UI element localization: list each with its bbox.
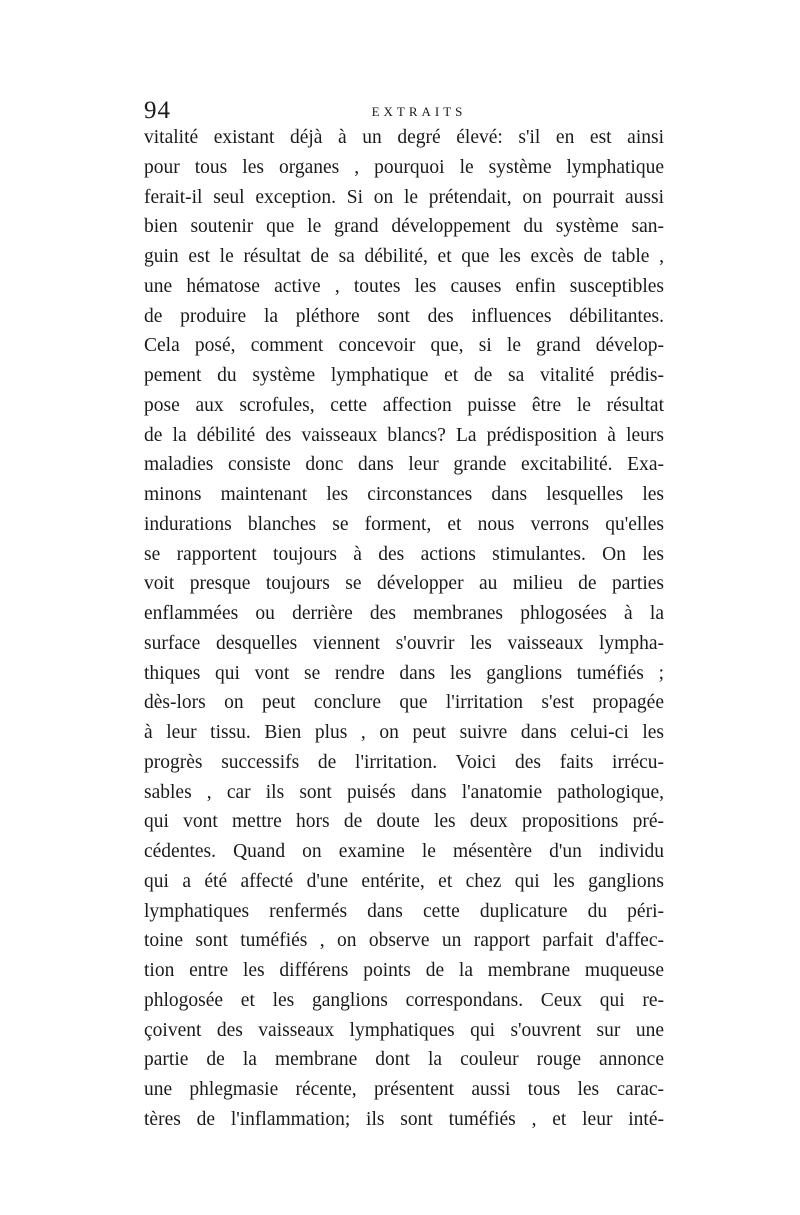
text-line: indurations blanches se forment, et nous verrons qu'elles: [144, 513, 664, 535]
text-line: de produire la pléthore sont des influences débilitantes.: [144, 305, 664, 327]
text-line: qui a été affecté d'une entérite, et chez qui les ganglions: [144, 870, 664, 892]
text-line: tion entre les différens points de la membrane muqueuse: [144, 960, 664, 981]
text-line: Cela posé, comment concevoir que, si le grand dévelop-: [144, 335, 664, 357]
body-text: [144, 123, 664, 1135]
text-line: surface desquelles viennent s'ouvrir les vaisseaux lympha-: [144, 632, 664, 654]
text-line: lymphatiques renfermés dans cette duplicature du péri-: [144, 900, 664, 922]
text-line: pement du système lymphatique et de sa vitalité prédis-: [144, 365, 664, 386]
running-head: EXTRAITS: [371, 104, 467, 119]
text-line: maladies consiste donc dans leur grande excitabilité. Exa-: [144, 454, 664, 476]
text-line: pose aux scrofules, cette affection puisse être le résultat: [144, 394, 664, 416]
text-line: guin est le résultat de sa débilité, et que les excès de table ,: [144, 246, 664, 267]
text-line: partie de la membrane dont la couleur rouge annonce: [144, 1049, 664, 1071]
text-line: voit presque toujours se développer au milieu de parties: [144, 573, 664, 595]
text-line: enflammées ou derrière des membranes phlogosées à la: [144, 603, 664, 624]
text-line: cédentes. Quand on examine le mésentère d'un individu: [144, 841, 664, 862]
text-line: ferait-il seul exception. Si on le prétendait, on pourrait aussi: [144, 186, 664, 208]
text-line: une hématose active , toutes les causes enfin susceptibles: [144, 275, 664, 297]
text-line: vitalité existant déjà à un degré élevé: s'il en est ainsi: [144, 127, 664, 148]
text-line: bien soutenir que le grand développement du système san-: [144, 216, 664, 238]
text-line: progrès successifs de l'irritation. Voici des faits irrécu-: [144, 751, 664, 773]
text-line: à leur tissu. Bien plus , on peut suivre dans celui-ci les: [144, 722, 664, 743]
text-line: phlogosée et les ganglions correspondans. Ceux qui re-: [144, 989, 664, 1011]
text-line: une phlegmasie récente, présentent aussi tous les carac-: [144, 1079, 664, 1100]
text-line: dès-lors on peut conclure que l'irritation s'est propagée: [144, 692, 664, 714]
text-line: qui vont mettre hors de doute les deux propositions pré-: [144, 811, 664, 833]
text-line: de la débilité des vaisseaux blancs? La prédisposition à leurs: [144, 424, 664, 446]
text-line: sables , car ils sont puisés dans l'anatomie pathologique,: [144, 781, 664, 803]
text-line: minons maintenant les circonstances dans lesquelles les: [144, 484, 664, 505]
text-line: pour tous les organes , pourquoi le système lymphatique: [144, 156, 664, 178]
page-header: [144, 96, 664, 126]
page-number: 94: [144, 97, 171, 124]
text-line: tères de l'inflammation; ils sont tuméfiés , et leur inté-: [144, 1108, 664, 1130]
text-line: thiques qui vont se rendre dans les ganglions tuméfiés ;: [144, 662, 664, 684]
text-line: se rapportent toujours à des actions stimulantes. On les: [144, 543, 664, 565]
text-line: toine sont tuméfiés , on observe un rapport parfait d'affec-: [144, 930, 664, 952]
text-line: çoivent des vaisseaux lymphatiques qui s'ouvrent sur une: [144, 1019, 664, 1041]
